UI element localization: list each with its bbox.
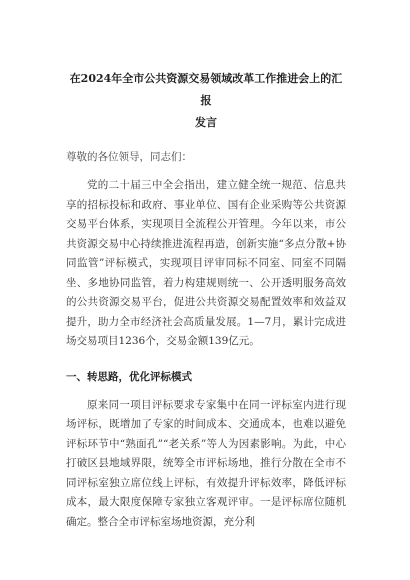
document-title: [66, 68, 346, 134]
title-line-2: 发言: [195, 116, 217, 129]
salutation: 尊敬的各位领导，同志们：: [66, 151, 192, 163]
paragraph-section-1: 原来同一项目评标要求专家集中在同一评标室内进行现场评标，既增加了专家的时间成本、交通成本，也难以避免评标环节中“熟面孔”“老关系”等人为因素影响。为此，中心打破区县地域界限，统筹全市评标场地，推行分散在全市不同评标室独立席位线上评标，有效提升评标效率，降低评标成本，最大限度保障专家独立客观评审。一是评标席位随机确定。整合全市评标室场地资源，充分利: [66, 398, 346, 528]
title-line-1: 在2024年全市公共资源交易领域改革工作推进会上的汇报: [69, 72, 343, 107]
section-heading-1: 一、转思路，优化评标模式: [66, 370, 192, 383]
paragraph-intro: 党的二十届三中全会指出，建立健全统一规范、信息共享的招标投标和政府、事业单位、国有企业采购等公共资源交易平台体系，实现项目全流程公开管理。今年以来，市公共资源交易中心持续推进流程再造，创新实施“多点分散+协同监管”评标模式，实现项目评审同标不同室、同室不同隔坐、多地协同监管，着力构建规则统一、公开透明服务高效的公共资源交易平台，促进公共资源交易配置效率和效益双提升，助力全市经济社会高质量发展。1—7月，累计完成进场交易项目1236个，交易金额139亿元。: [66, 179, 346, 347]
